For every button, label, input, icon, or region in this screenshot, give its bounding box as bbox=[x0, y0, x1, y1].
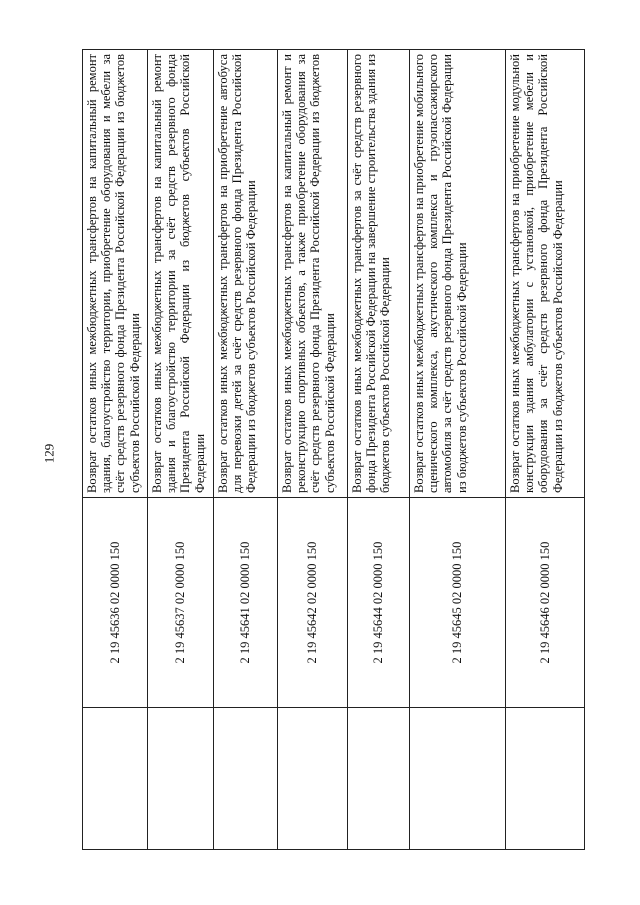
table-row bbox=[348, 50, 410, 850]
empty-cell bbox=[278, 708, 348, 850]
budget-codes-table bbox=[82, 49, 585, 850]
budget-code-cell: 2 19 45637 02 0000 150 bbox=[148, 498, 214, 708]
budget-code-cell: 2 19 45646 02 0000 150 bbox=[506, 498, 585, 708]
description-cell: Возврат остатков иных межбюджетных трансфертов на капитальный ремонт здания и благоустройство территории за счёт средств резервного фонда Президента Российской Федерации из бюджетов субъектов Российской Федерации bbox=[148, 50, 214, 498]
description-cell: Возврат остатков иных межбюджетных трансфертов за счёт средств резервного фонда Президента Российской Федерации на завершение строительства здания из бюджетов субъектов Российской Федерации bbox=[348, 50, 410, 498]
budget-code-cell: 2 19 45642 02 0000 150 bbox=[278, 498, 348, 708]
budget-code-cell: 2 19 45641 02 0000 150 bbox=[214, 498, 278, 708]
budget-code-cell: 2 19 45645 02 0000 150 bbox=[410, 498, 506, 708]
table-row bbox=[83, 50, 148, 850]
budget-code-cell: 2 19 45636 02 0000 150 bbox=[83, 498, 148, 708]
page-number-text: 129 bbox=[41, 443, 57, 464]
table-row bbox=[278, 50, 348, 850]
page-number bbox=[36, 440, 62, 468]
description-cell: Возврат остатков иных межбюджетных трансфертов на приобретение мобильного сценического комплекса, акустического комплекса и грузопассажирского автомобиля за счёт средств резервного фонда Президента Российской Федерации из бюджетов субъектов Российской Федерации bbox=[410, 50, 506, 498]
description-cell: Возврат остатков иных межбюджетных трансфертов на капитальный ремонт здания, благоустройство территории, приобретение оборудования и мебели за счёт средств резервного фонда Президента Российской Федерации из бюджетов субъектов Российской Федерации bbox=[83, 50, 148, 498]
empty-cell bbox=[506, 708, 585, 850]
description-cell: Возврат остатков иных межбюджетных трансфертов на капитальный ремонт и реконструкцию спортивных объектов, а также приобретение оборудования за счёт средств резервного фонда Президента Российской Федерации из бюджетов субъектов Российской Федерации bbox=[278, 50, 348, 498]
empty-cell bbox=[214, 708, 278, 850]
budget-code-cell: 2 19 45644 02 0000 150 bbox=[348, 498, 410, 708]
description-cell: Возврат остатков иных межбюджетных трансфертов на приобретение автобуса для перевозки детей за счёт средств резервного фонда Президента Российской Федерации из бюджетов субъектов Российской Федерации bbox=[214, 50, 278, 498]
empty-cell bbox=[83, 708, 148, 850]
table-row bbox=[410, 50, 506, 850]
document-table-rotated bbox=[82, 50, 584, 850]
empty-cell bbox=[348, 708, 410, 850]
table-row bbox=[506, 50, 585, 850]
table-row bbox=[148, 50, 214, 850]
empty-cell bbox=[148, 708, 214, 850]
description-cell: Возврат остатков иных межбюджетных трансфертов на приобретение модульной конструкции здания амбулатории с установкой, приобретение мебели и оборудования за счёт средств резервного фонда Президента Российской Федерации из бюджетов субъектов Российской Федерации bbox=[506, 50, 585, 498]
table-row bbox=[214, 50, 278, 850]
empty-cell bbox=[410, 708, 506, 850]
